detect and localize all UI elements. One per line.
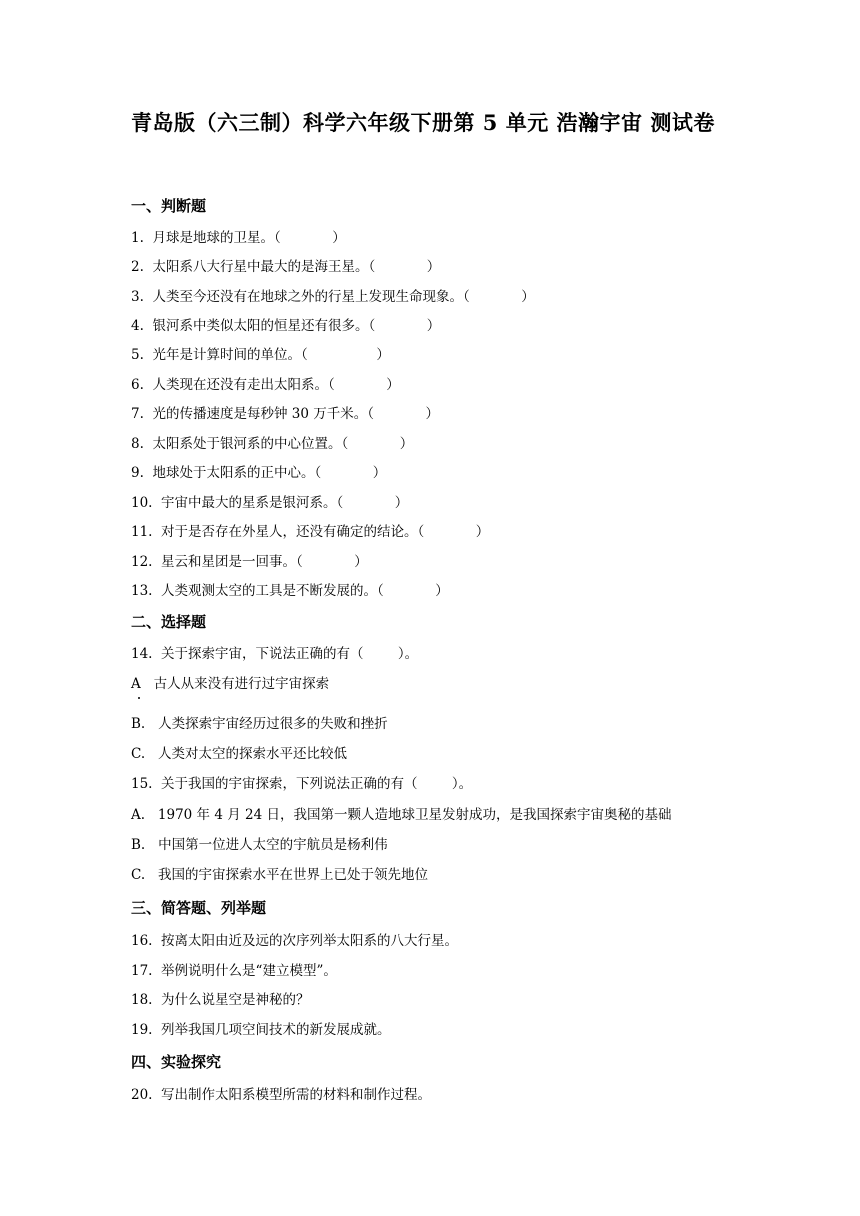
question-16: 16. 按离太阳由近及远的次序列举太阳系的八大行星。	[131, 933, 459, 949]
section-heading-judgement: 一、判断题	[131, 197, 207, 215]
question-19: 19. 列举我国几项空间技术的新发展成就。	[131, 1022, 391, 1038]
question-10: 10. 宇宙中最大的星系是银河系。（ ）	[131, 495, 409, 511]
question-12: 12. 星云和星团是一回事。（ ）	[131, 554, 368, 570]
section-heading-short-answer: 三、简答题、列举题	[131, 899, 267, 917]
stray-mark	[138, 697, 140, 699]
question-5: 5. 光年是计算时间的单位。（ ）	[131, 347, 390, 363]
section-heading-experiment: 四、实验探究	[131, 1053, 222, 1071]
question-6: 6. 人类现在还没有走出太阳系。（ ）	[131, 377, 400, 393]
question-9: 9. 地球处于太阳系的正中心。（ ）	[131, 465, 387, 481]
question-13: 13. 人类观测太空的工具是不断发展的。（ ）	[131, 583, 449, 599]
question-11: 11. 对于是否存在外星人，还没有确定的结论。（ ）	[131, 524, 490, 540]
question-17: 17. 举例说明什么是“建立模型”。	[131, 963, 337, 979]
question-7: 7. 光的传播速度是每秒钟 30 万千米。（ ）	[131, 406, 439, 422]
question-4: 4. 银河系中类似太阳的恒星还有很多。（ ）	[131, 318, 441, 334]
question-20: 20. 写出制作太阳系模型所需的材料和制作过程。	[131, 1087, 432, 1103]
question-18: 18. 为什么说星空是神秘的？	[131, 992, 310, 1008]
question-14-option-c: C. 人类对太空的探索水平还比较低	[131, 746, 348, 762]
question-15-option-c: C. 我国的宇宙探索水平在世界上已处于领先地位	[131, 867, 429, 883]
question-15-option-a: A. 1970 年 4 月 24 日，我国第一颗人造地球卫星发射成功，是我国探索宇宙奥秘的基础	[131, 807, 672, 823]
question-14-option-b: B. 人类探索宇宙经历过很多的失败和挫折	[131, 716, 388, 732]
question-8: 8. 太阳系处于银河系的中心位置。（ ）	[131, 436, 414, 452]
question-3: 3. 人类至今还没有在地球之外的行星上发现生命现象。（ ）	[131, 289, 535, 305]
question-15: 15. 关于我国的宇宙探索，下列说法正确的有（ ）。	[131, 776, 473, 792]
page-title: 青岛版（六三制）科学六年级下册第 5 单元 浩瀚宇宙 测试卷	[131, 110, 715, 135]
question-14: 14. 关于探索宇宙，下说法正确的有（ ）。	[131, 646, 419, 662]
section-heading-choice: 二、选择题	[131, 613, 207, 631]
question-1: 1. 月球是地球的卫星。（ ）	[131, 230, 346, 246]
question-14-option-a: A 古人从来没有进行过宇宙探索	[131, 676, 330, 692]
question-2: 2. 太阳系八大行星中最大的是海王星。（ ）	[131, 259, 441, 275]
question-15-option-b: B. 中国第一位进人太空的宇航员是杨利伟	[131, 837, 388, 853]
